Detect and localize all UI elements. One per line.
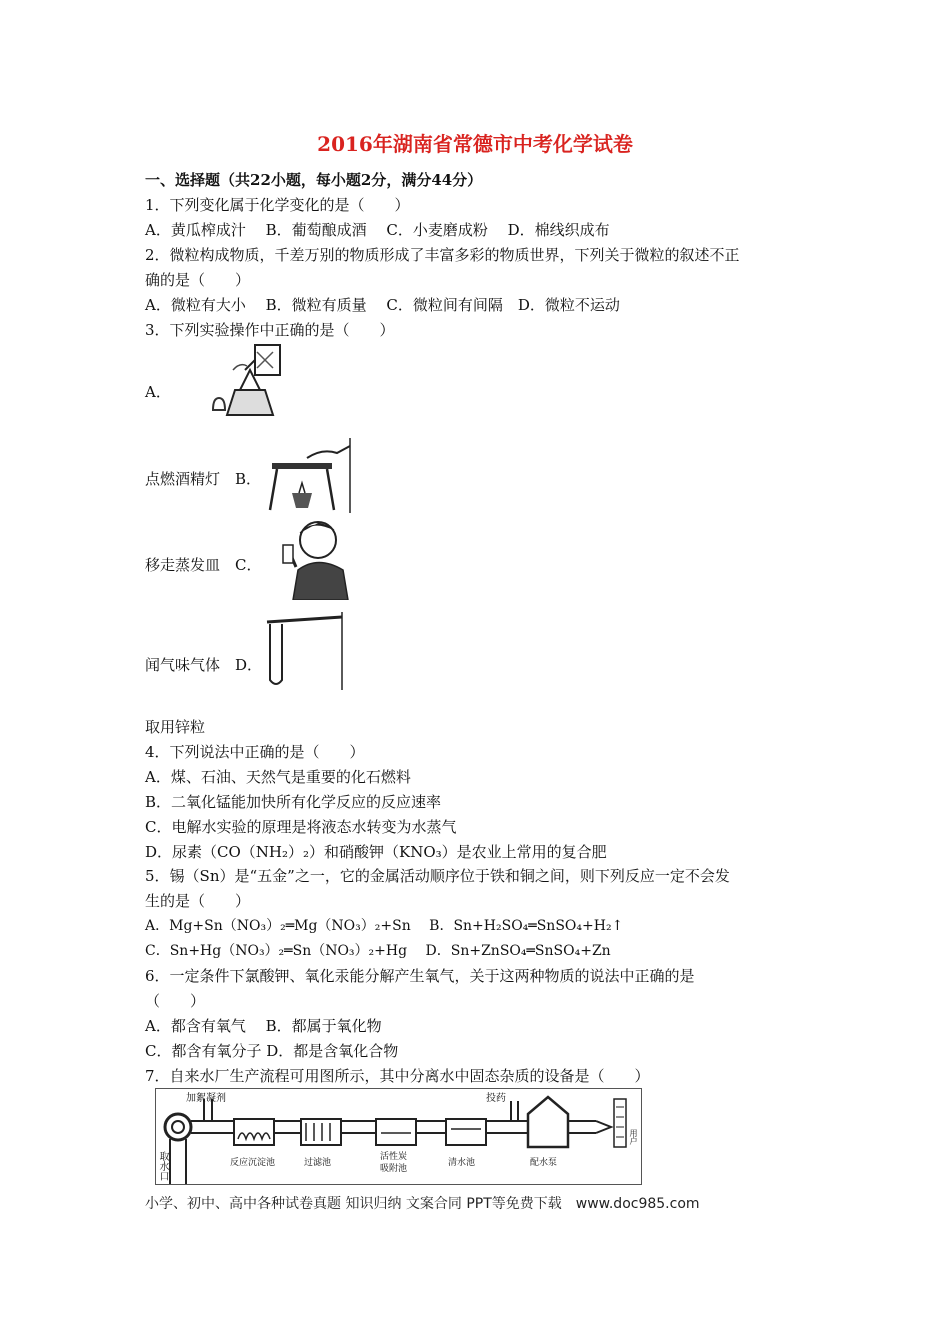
q3-option-a-label: A． <box>145 383 171 401</box>
q3-option-c-label: 移走蒸发皿 C． <box>145 556 262 574</box>
q7-stem: 7．自来水厂生产流程可用图所示，其中分离水中固态杂质的设备是（ ） <box>145 1067 650 1085</box>
page-title: 2016年湖南省常德市中考化学试卷 <box>317 132 633 156</box>
q6-options-cd: C．都含有氧分子 D．都是含氧化合物 <box>145 1042 399 1060</box>
label-clear-water-tank: 清水池 <box>448 1158 476 1168</box>
label-settling-tank: 反应沉淀池 <box>230 1158 276 1168</box>
water-plant-diagram <box>155 1088 642 1185</box>
q4-option-c: C．电解水实验的原理是将液态水转变为水蒸气 <box>145 818 457 836</box>
q3-stem: 3．下列实验操作中正确的是（ ） <box>145 321 395 339</box>
figure-smelling-gas <box>268 515 353 600</box>
label-add-flocculant: 加絮凝剂 <box>186 1093 226 1104</box>
section-heading: 一、选择题（共22小题，每小题2分，满分44分） <box>145 171 483 189</box>
q3-option-d-label: 闻气味气体 D． <box>145 656 263 674</box>
q1-options: A．黄瓜榨成汁 B．葡萄酿成酒 C．小麦磨成粉 D．棉线织成布 <box>145 221 610 239</box>
figure-evaporating-dish <box>262 438 352 513</box>
q2-stem-2: 确的是（ ） <box>145 271 251 289</box>
q4-stem: 4．下列说法中正确的是（ ） <box>145 743 365 761</box>
q2-options: A．微粒有大小 B．微粒有质量 C．微粒间有间隔 D．微粒不运动 <box>145 296 620 314</box>
footer-text: 小学、初中、高中各种试卷真题 知识归纳 文案合同 PPT等免费下载 www.doc985.com <box>145 1196 700 1212</box>
label-pump: 配水泵 <box>530 1158 558 1168</box>
q4-option-d: D．尿素（CO（NH₂）₂）和硝酸钾（KNO₃）是农业上常用的复合肥 <box>145 843 607 861</box>
label-filter-tank: 过滤池 <box>304 1158 332 1168</box>
label-user: 用户 <box>629 1129 638 1145</box>
q4-option-b: B．二氧化锰能加快所有化学反应的反应速率 <box>145 793 442 811</box>
q6-options-ab: A．都含有氧气 B．都属于氧化物 <box>145 1017 382 1035</box>
q3-option-b-label: 点燃酒精灯 B． <box>145 470 262 488</box>
q6-stem-1: 6．一定条件下氯酸钾、氧化汞能分解产生氧气，关于这两种物质的说法中正确的是 <box>145 967 695 985</box>
q4-option-a: A．煤、石油、天然气是重要的化石燃料 <box>145 768 411 786</box>
q5-stem-2: 生的是（ ） <box>145 892 251 910</box>
label-carbon-2: 吸附池 <box>380 1164 408 1174</box>
q5-stem-1: 5．锡（Sn）是“五金”之一，它的金属活动顺序位于铁和铜之间，则下列反应一定不会发 <box>145 867 730 885</box>
q6-stem-2: （ ） <box>145 992 206 1010</box>
figure-test-tube <box>262 612 347 690</box>
label-carbon-1: 活性炭 <box>380 1152 408 1162</box>
q5-options-cd: C．Sn+Hg（NO₃）₂═Sn（NO₃）₂+Hg D．Sn+ZnSO₄═SnSO₄+Zn <box>145 943 611 959</box>
q5-options-ab: A．Mg+Sn（NO₃）₂═Mg（NO₃）₂+Sn B．Sn+H₂SO₄═SnSO₄+H₂↑ <box>145 918 624 934</box>
q1-stem: 1．下列变化属于化学变化的是（ ） <box>145 196 410 214</box>
q3-option-d-text: 取用锌粒 <box>145 718 206 736</box>
q2-stem-1: 2．微粒构成物质，千差万别的物质形成了丰富多彩的物质世界，下列关于微粒的叙述不正 <box>145 246 740 264</box>
label-intake: 取水口 <box>157 1151 168 1181</box>
figure-lamp-lighting <box>195 340 285 425</box>
label-dosing: 投药 <box>486 1093 506 1104</box>
